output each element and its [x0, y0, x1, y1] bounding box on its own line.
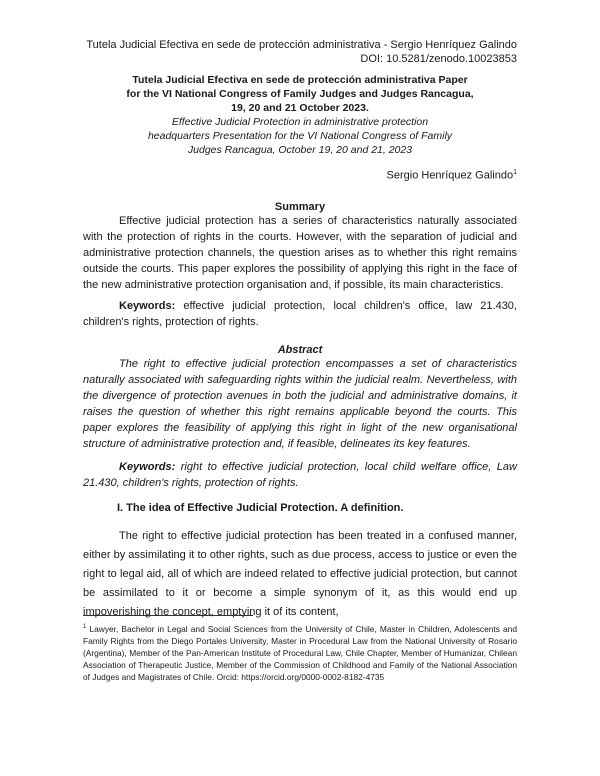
keywords-text: right to effective judicial protection, local child welfare office, Law 21.430, children's rights, protection of rights.: [83, 461, 517, 489]
keywords-label: Keywords:: [119, 300, 176, 312]
title-line: 19, 20 and 21 October 2023.: [231, 102, 369, 114]
title-english-line: Judges Rancagua, October 19, 20 and 21, 2023: [187, 144, 413, 156]
summary-keywords: [83, 298, 517, 330]
footnote-number: 1: [83, 624, 87, 630]
section-heading: I. The idea of Effective Judicial Protection. A definition.: [117, 502, 404, 514]
footnote-divider: [83, 615, 253, 616]
title-line: for the VI National Congress of Family Judges and Judges Rancagua,: [126, 88, 474, 100]
author-name: Sergio Henríquez Galindo: [386, 169, 514, 182]
footnote-text: Lawyer, Bachelor in Legal and Social Sciences from the University of Chile, Master in Children, Adolescents and Family Rights from the Diego Portales University, Master in Procedural Law from the National University of Rosario (Argentina), Member of the Pan-American Institute of Procedural Law, Chile Chapter, Member of Humanizar, Chilean Association of Therapeutic Justice, Member of the Commission of Childhood and Family of the National Association of Judges and Magistrates of Chile. Orcid: https://orcid.org/0000-0002-8182-4735: [83, 623, 518, 682]
keywords-label: Keywords:: [119, 461, 176, 473]
author-line: [387, 169, 517, 182]
running-header-doi: DOI: 10.5281/zenodo.10023853: [360, 53, 517, 65]
abstract-keywords: [83, 459, 517, 491]
title-english-line: Effective Judicial Protection in administrative protection: [171, 116, 429, 128]
footnote-ref: 1: [513, 169, 517, 176]
title-line: Tutela Judicial Efectiva en sede de protección administrativa Paper: [132, 74, 468, 86]
title-english-line: headquarters Presentation for the VI National Congress of Family: [147, 130, 453, 142]
abstract-paragraph: The right to effective judicial protection encompasses a set of characteristics naturally associated with safeguarding rights within the judicial realm. Nevertheless, with the divergence of protection avenues in both the judicial and administrative domains, it raises the question of whether this right remains applicable beyond the courts. This paper explores the feasibility of applying this right in light of the new organisational structure of administrative protection and, if feasible, delineates its key features.: [83, 358, 517, 450]
title-block: [100, 73, 500, 157]
abstract-heading: Abstract: [277, 344, 323, 356]
running-header-title: Tutela Judicial Efectiva en sede de protección administrativa - Sergio Henríquez Galindo: [86, 39, 517, 51]
section-paragraph: The right to effective judicial protection has been treated in a confused manner, either by assimilating it to other rights, such as due process, access to justice or even the right to legal aid, all of which are indeed related to effective judicial protection, but cannot be assimilated to it or become a simple synonym of it, as this would end up impoverishing the concept, emptying it of its content,: [83, 530, 517, 618]
footnote: [83, 621, 517, 683]
keywords-text: effective judicial protection, local children's office, law 21.430, children's rights, protection of rights.: [83, 300, 517, 328]
summary-paragraph: Effective judicial protection has a series of characteristics naturally associated with the protection of rights in the courts. However, with the separation of judicial and administrative protection channels, the question arises as to whether this right remains outside the courts. This paper explores the possibility of applying this right in the face of the new administrative protection organisation and, if possible, its main characteristics.: [83, 215, 517, 291]
summary-heading: Summary: [274, 201, 326, 213]
